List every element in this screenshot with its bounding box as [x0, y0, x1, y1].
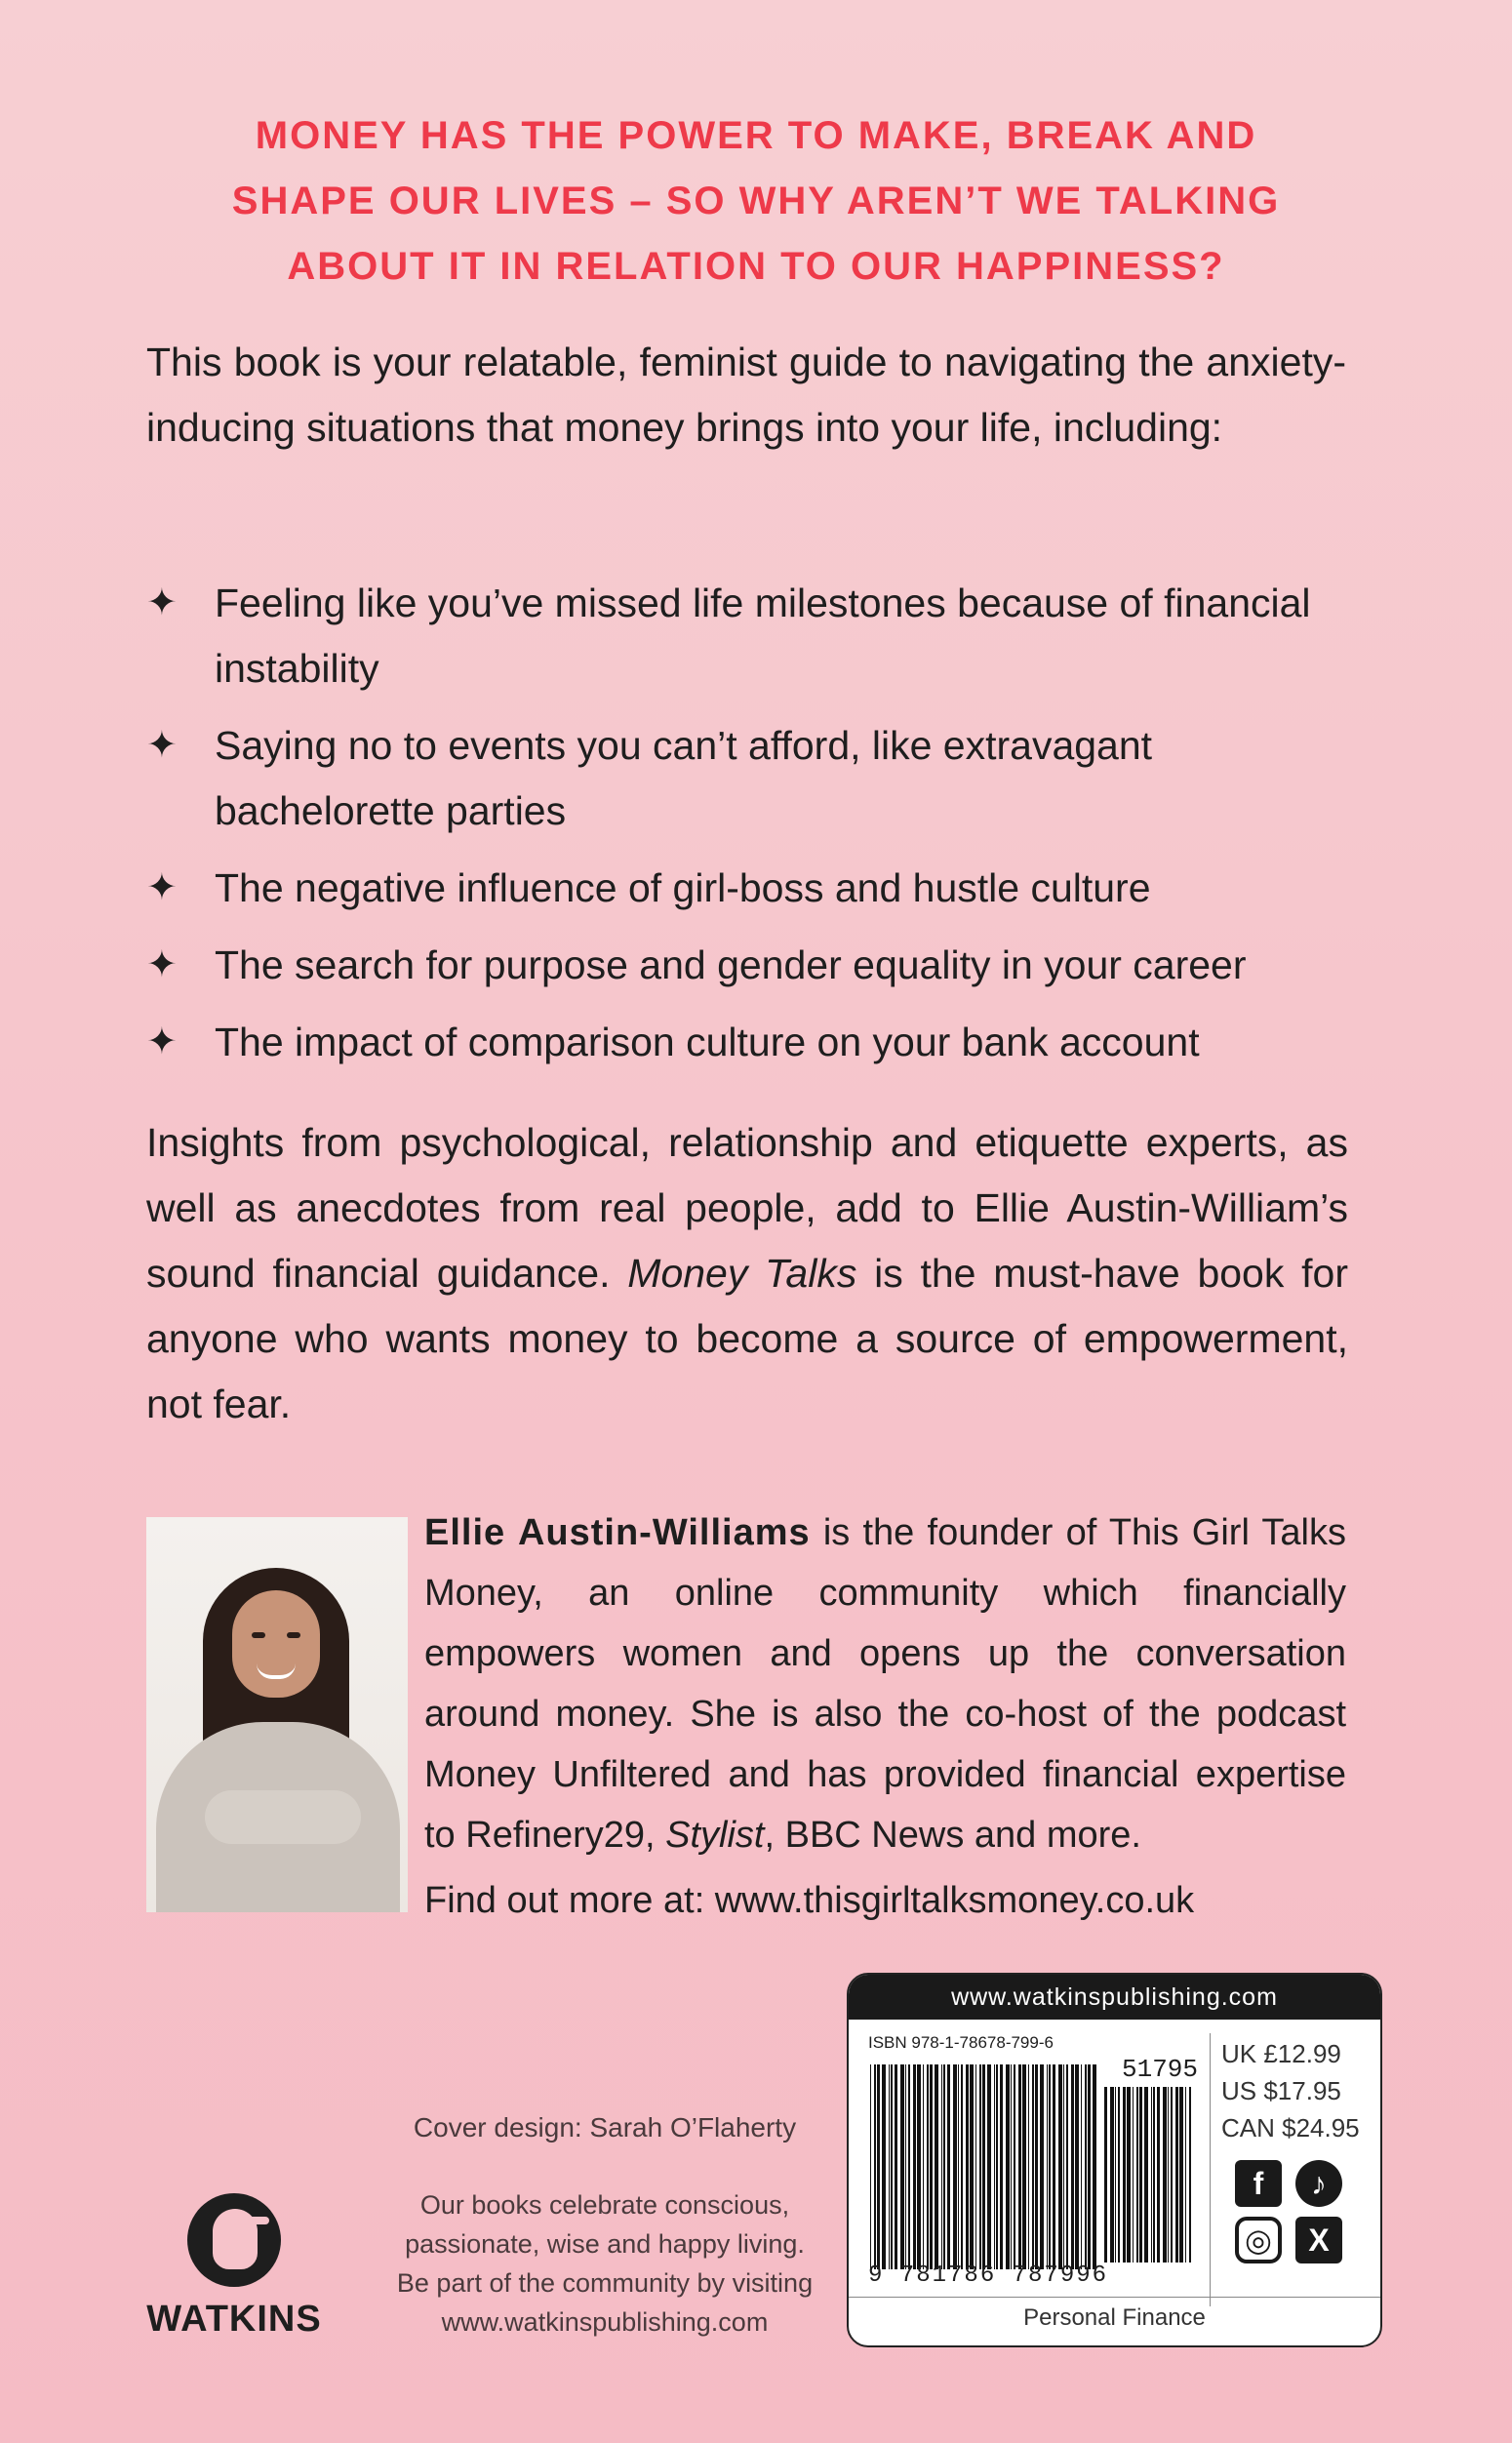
- book-title: Money Talks: [627, 1251, 857, 1296]
- list-item-text: The search for purpose and gender equality in your career: [215, 942, 1247, 987]
- publisher-logo: [141, 2193, 327, 2349]
- bio-text-end: , BBC News and more.: [764, 1815, 1141, 1856]
- publisher-tagline: [337, 2185, 873, 2342]
- book-category: Personal Finance: [1023, 2304, 1206, 2331]
- insights-text: Insights from psychological, relationship and etiquette experts, as well as anecdotes from real people, add to Ellie Austin-William’s sound financial guidance.: [146, 1120, 1348, 1296]
- list-item-text: The negative influence of girl-boss and hustle culture: [215, 865, 1151, 910]
- author-name: Ellie Austin-Williams: [424, 1512, 811, 1553]
- list-item: [146, 856, 1356, 921]
- star-icon: ✦: [146, 725, 178, 766]
- tiktok-icon: ♪: [1295, 2160, 1342, 2207]
- barcode-box: [847, 1973, 1382, 2347]
- x-icon: X: [1295, 2217, 1342, 2263]
- tagline-line: www.watkinspublishing.com: [441, 2307, 769, 2337]
- headline-line: SHAPE OUR LIVES – SO WHY AREN’T WE TALKING: [231, 180, 1281, 222]
- tagline-line: Be part of the community by visiting: [396, 2268, 814, 2298]
- list-item: [146, 571, 1356, 701]
- list-item-text: The impact of comparison culture on your bank account: [215, 1020, 1200, 1064]
- list-item-text: Feeling like you’ve missed life milestones because of financial instability: [215, 581, 1311, 691]
- publisher-website: www.watkinspublishing.com: [849, 1975, 1380, 2020]
- cover-design-credit: Cover design: Sarah O’Flaherty: [413, 2112, 797, 2143]
- prices: [1221, 2035, 1360, 2146]
- bio-text: is the founder of This Girl Talks Money, an online community which financially empowers women and opens up the conversation around money. She is also the co-host of the podcast Money Unfiltered and has provided financial expertise to Refinery29,: [424, 1512, 1346, 1856]
- insights-paragraph: [146, 1110, 1348, 1437]
- tagline-line: Our books celebrate conscious,: [419, 2190, 790, 2220]
- barcode: [868, 2064, 1102, 2269]
- addon-barcode: [1102, 2087, 1195, 2263]
- insights-text-end: is the must-have book for anyone who wants money to become a source of empowerment, not fear.: [146, 1251, 1348, 1426]
- author-bio: [424, 1502, 1346, 1865]
- barcode-digits: 9 781786 787996: [868, 2263, 1109, 2289]
- price-uk: UK £12.99: [1221, 2039, 1341, 2068]
- list-item: [146, 713, 1356, 844]
- list-item: [146, 933, 1356, 998]
- list-item: [146, 1010, 1356, 1075]
- heron-icon: [187, 2193, 281, 2287]
- publication-name: Stylist: [665, 1815, 765, 1856]
- list-item-text: Saying no to events you can’t afford, like extravagant bachelorette parties: [215, 723, 1153, 833]
- facebook-icon: f: [1235, 2160, 1282, 2207]
- tagline-line: passionate, wise and happy living.: [405, 2229, 805, 2259]
- bullet-list: [146, 571, 1356, 1087]
- author-website: Find out more at: www.thisgirltalksmoney.co.uk: [424, 1880, 1195, 1921]
- social-icons: [1235, 2160, 1352, 2263]
- logo-text: WATKINS: [146, 2299, 322, 2340]
- price-addon-code: 51795: [1122, 2055, 1199, 2084]
- price-us: US $17.95: [1221, 2076, 1341, 2105]
- instagram-icon: ◎: [1235, 2217, 1282, 2263]
- star-icon: ✦: [146, 944, 178, 985]
- author-photo: [146, 1517, 408, 1912]
- price-can: CAN $24.95: [1221, 2113, 1360, 2143]
- isbn: ISBN 978-1-78678-799-6: [868, 2033, 1054, 2052]
- headline: [146, 103, 1366, 300]
- star-icon: ✦: [146, 582, 178, 623]
- star-icon: ✦: [146, 867, 178, 908]
- star-icon: ✦: [146, 1021, 178, 1062]
- intro-paragraph: This book is your relatable, feminist guide to navigating the anxiety-inducing situations that money brings into your life, including:: [146, 340, 1346, 450]
- headline-line: MONEY HAS THE POWER TO MAKE, BREAK AND: [255, 114, 1257, 157]
- headline-line: ABOUT IT IN RELATION TO OUR HAPPINESS?: [287, 245, 1225, 288]
